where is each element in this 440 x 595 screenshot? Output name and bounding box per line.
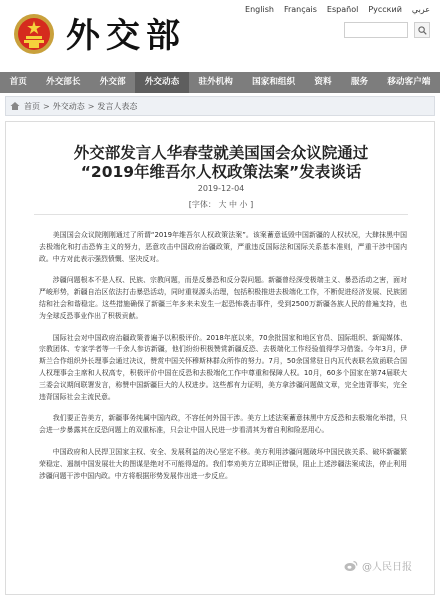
language-switcher <box>245 5 430 14</box>
search-icon <box>418 26 427 35</box>
font-size-small-button[interactable]: 小 <box>239 200 248 209</box>
watermark-text: @人民日报 <box>362 562 412 573</box>
breadcrumb <box>5 96 435 116</box>
nav-mobile-client[interactable]: 移动客户端 <box>387 77 431 87</box>
title-divider <box>34 214 408 215</box>
font-size-selector <box>6 199 436 210</box>
lang-russian[interactable]: Русский <box>368 5 402 14</box>
site-header <box>0 0 440 72</box>
search-button[interactable] <box>414 22 430 38</box>
article-paragraph: 国际社会对中国政府治疆政策普遍予以积极评价。2018年底以来，70余批国家和地区官员、国际组织、新闻媒体、宗教团体、专家学者等一千余人参访新疆，他们纷纷积极赞赏新疆反恐、去极端化工作经验值得学习借鉴。今年3月，伊斯兰合作组织外长理事会通过决议，赞赏中国关怀穆斯林群众所作的努力。7月，50余国常驻日内瓦代表联名致函联合国人权理事会主席和人权高专，积极评价中国在反恐和去极端化工作中尊重和保障人权。10月，60多个国家在第74届联大三委会议期间联署发言，称赞中国新疆巨大的人权进步。这些都有力证明，美方拿涉疆问题做文章，完全违背事实，完全违背国际社会主流民意。 <box>39 333 407 401</box>
breadcrumb-home[interactable]: 首页 <box>24 101 40 111</box>
font-size-bracket: ] <box>250 200 254 209</box>
article-body <box>39 230 407 492</box>
nav-home[interactable]: 首页 <box>9 77 27 87</box>
main-nav <box>0 72 440 93</box>
article-paragraph: 中国政府和人民捍卫国家主权、安全、发展利益的决心坚定不移。美方利用涉疆问题破坏中国民族关系、破坏新疆繁荣稳定、遏制中国发展壮大的图谋是绝对不可能得逞的。我们奉劝美方立即纠正错误，阻止上述涉疆法案成法，停止利用涉疆问题干涉中国内政。中方将根据形势发展作出进一步反应。 <box>39 447 407 480</box>
breadcrumb-separator: > <box>87 101 95 111</box>
article-title-line: 外交部发言人华春莹就美国国会众议院通过 <box>73 144 369 162</box>
article-paragraph: 涉疆问题根本不是人权、民族、宗教问题，而是反暴恐和反分裂问题。新疆曾经深受极端主义、暴恐活动之害，面对严峻形势，新疆自治区依法打击暴恐活动，同时重视源头治理，包括积极推进去极端化工作，不断促进经济发展、民族团结和社会和谐稳定。这些措施确保了新疆三年多来未发生一起恐怖袭击事件，受到2500万新疆各族人民的普遍支持，也为全球反恐事业作出了积极贡献。 <box>39 276 407 320</box>
article-title-line: “2019年维吾尔人权政策法案”发表谈话 <box>80 163 362 181</box>
breadcrumb-spokesperson[interactable]: 发言人表态 <box>97 101 138 111</box>
lang-spanish[interactable]: Español <box>326 5 359 14</box>
article-paragraph: 我们要正告美方，新疆事务纯属中国内政，不容任何外国干涉。美方上述法案蓄意抹黑中方反恐和去极端化举措，只会进一步暴露其在反恐问题上的双重标准，只会让中国人民进一步看清其为着自利和险恶用心。 <box>39 414 407 435</box>
article-paragraph: 美国国会众议院刚刚通过了所谓“2019年维吾尔人权政策法案”。该案蓄意诋毁中国新疆的人权状况，大肆抹黑中国去极端化和打击恐怖主义的努力，恶意攻击中国政府治疆政策，严重违反国际法和国际关系基本准则，严重干涉中国内政。中方对此表示强烈愤慨、坚决反对。 <box>39 231 407 263</box>
lang-arabic[interactable]: عربي <box>411 5 430 14</box>
nav-missions-abroad[interactable]: 驻外机构 <box>198 77 233 87</box>
nav-minister[interactable]: 外交部长 <box>46 77 81 87</box>
font-size-label: [字体： <box>188 200 216 209</box>
font-size-medium-button[interactable]: 中 <box>229 200 237 209</box>
nav-services[interactable]: 服务 <box>350 77 369 87</box>
lang-french[interactable]: Français <box>283 5 317 14</box>
weibo-icon <box>344 560 358 572</box>
nav-diplomatic-news[interactable]: 外交动态 <box>135 72 189 93</box>
lang-english[interactable]: English <box>245 5 274 14</box>
article-panel <box>5 121 435 595</box>
article-date: 2019-12-04 <box>197 184 245 193</box>
breadcrumb-diplomatic-news[interactable]: 外交动态 <box>52 101 85 111</box>
ministry-logo-text[interactable]: 外交部 <box>66 16 186 56</box>
nav-countries-organizations[interactable]: 国家和组织 <box>252 77 296 87</box>
nav-resources[interactable]: 资料 <box>314 77 332 87</box>
nav-ministry[interactable]: 外交部 <box>99 77 126 87</box>
home-icon <box>10 101 20 111</box>
breadcrumb-separator: > <box>43 101 50 111</box>
source-watermark <box>344 558 412 573</box>
font-size-large-button[interactable]: 大 <box>218 200 227 209</box>
search-area <box>344 22 430 38</box>
article-title <box>6 144 436 182</box>
search-input[interactable] <box>344 22 408 38</box>
national-emblem-icon[interactable] <box>12 12 56 56</box>
